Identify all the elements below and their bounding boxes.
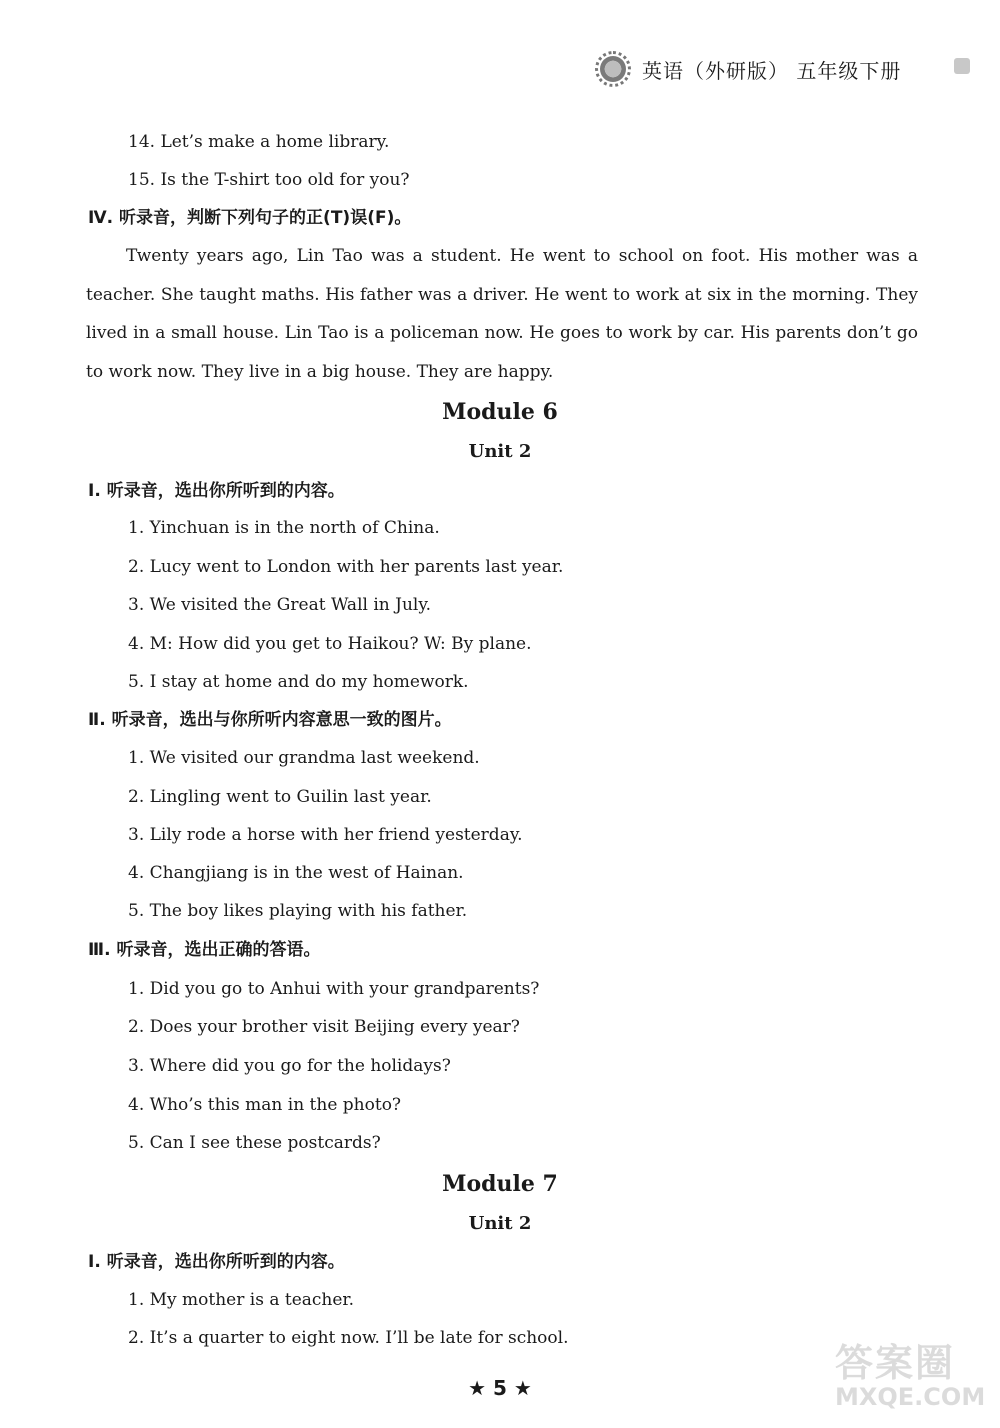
- passage-text: Twenty years ago, Lin Tao was a student. He went to school on foot. His mother was a teacher. She taught maths. His father was a driver. He went to work at six in the morning. They lived in a small house. Lin Tao is a policeman now. He goes to work by car. His parents don’t go to work now. They live in a big house. They are happy.: [86, 246, 918, 382]
- section-label: Ⅰ. 听录音，选出你所听到的内容。: [88, 481, 345, 501]
- watermark: [835, 1332, 1000, 1422]
- passage: [86, 237, 918, 391]
- section-label: Ⅰ. 听录音，选出你所听到的内容。: [88, 1252, 345, 1272]
- list-item: 5. Can I see these postcards?: [128, 1133, 381, 1153]
- list-item: 1. Yinchuan is in the north of China.: [128, 518, 440, 538]
- page-number: ★ 5 ★: [468, 1376, 532, 1400]
- list-item: 3. Lily rode a horse with her friend yesterday.: [128, 825, 523, 845]
- watermark-bottom: MXQE.COM: [835, 1383, 986, 1411]
- corner-mark-icon: [954, 58, 970, 74]
- list-item: 1. My mother is a teacher.: [128, 1290, 355, 1310]
- module-title: Module 6: [442, 399, 558, 425]
- list-item: 4. Who’s this man in the photo?: [128, 1095, 402, 1115]
- list-item: 4. Changjiang is in the west of Hainan.: [128, 863, 464, 883]
- list-item: 5. The boy likes playing with his father.: [128, 901, 468, 921]
- list-item: 3. Where did you go for the holidays?: [128, 1056, 451, 1076]
- list-item: 14. Let’s make a home library.: [128, 132, 390, 152]
- list-item: 5. I stay at home and do my homework.: [128, 672, 469, 692]
- list-item: 4. M: How did you get to Haikou? W: By plane.: [128, 634, 532, 654]
- page-header: [600, 52, 940, 86]
- watermark-top: 答案圈: [835, 1341, 956, 1385]
- list-item: 2. It’s a quarter to eight now. I’ll be late for school.: [128, 1328, 569, 1348]
- list-item: 2. Does your brother visit Beijing every year?: [128, 1017, 520, 1037]
- list-item: 1. Did you go to Anhui with your grandparents?: [128, 979, 540, 999]
- section-label: Ⅳ. 听录音，判断下列句子的正(T)误(F)。: [88, 208, 412, 228]
- list-item: 2. Lucy went to London with her parents last year.: [128, 557, 564, 577]
- header-title: 英语（外研版） 五年级下册: [642, 58, 902, 83]
- list-item: 3. We visited the Great Wall in July.: [128, 595, 432, 615]
- list-item: 2. Lingling went to Guilin last year.: [128, 787, 432, 807]
- unit-title: Unit 2: [468, 1213, 532, 1234]
- section-label: Ⅲ. 听录音，选出正确的答语。: [88, 940, 321, 960]
- unit-title: Unit 2: [468, 441, 532, 462]
- list-item: 15. Is the T-shirt too old for you?: [128, 170, 410, 190]
- list-item: 1. We visited our grandma last weekend.: [128, 748, 480, 768]
- module-title: Module 7: [442, 1171, 558, 1197]
- sun-logo-icon: [600, 56, 626, 82]
- section-label: Ⅱ. 听录音，选出与你所听内容意思一致的图片。: [88, 710, 452, 730]
